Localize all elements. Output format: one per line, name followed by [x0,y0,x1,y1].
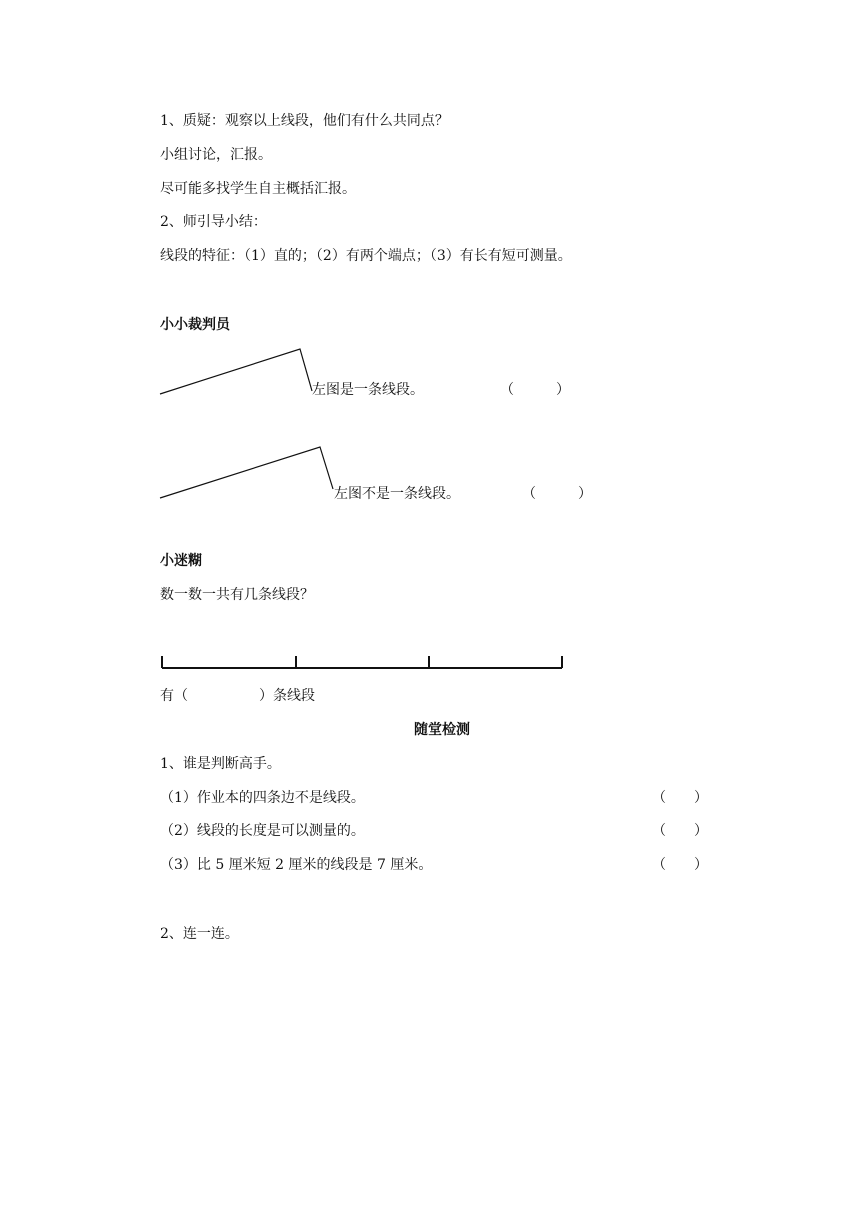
puzzle-answer-prefix: 有（ [160,688,188,704]
puzzle-answer-blank[interactable] [187,687,257,705]
check-question-2: 2、连一连。 [160,926,239,942]
judge-figure-2 [160,447,333,498]
puzzle-heading: 小迷糊 [160,553,202,569]
segment-features: 线段的特征：（1）直的；（2）有两个端点；（3）有长有短可测量。 [160,248,572,264]
segment-ruler-figure [162,656,562,668]
judge-figure-1 [160,349,312,394]
puzzle-answer-suffix: ）条线段 [259,688,315,704]
intro-discuss: 小组讨论，汇报。 [160,147,272,163]
judge-item-2-answer-parens[interactable]: （ ） [522,486,592,502]
check-item-2-answer-parens[interactable]: （ ） [652,823,708,839]
check-item-1-answer-parens[interactable]: （ ） [652,790,708,806]
judge-item-2-text: 左图不是一条线段。 [334,486,460,502]
check-item-3-answer-parens[interactable]: （ ） [652,857,708,873]
puzzle-question: 数一数一共有几条线段？ [160,587,314,603]
judge-item-1-answer-parens[interactable]: （ ） [500,382,570,398]
check-item-2-text: （2）线段的长度是可以测量的。 [160,823,365,839]
intro-summarize: 尽可能多找学生自主概括汇报。 [160,181,356,197]
check-question-1: 1、谁是判断高手。 [160,756,281,772]
check-title: 随堂检测 [414,722,470,738]
intro-question-2: 2、师引导小结： [160,214,267,230]
check-item-1-text: （1）作业本的四条边不是线段。 [160,790,365,806]
judge-item-1-text: 左图是一条线段。 [312,382,424,398]
intro-question-1: 1、质疑：观察以上线段，他们有什么共同点？ [160,113,449,129]
judge-heading: 小小裁判员 [160,317,230,333]
check-item-3-text: （3）比 5 厘米短 2 厘米的线段是 7 厘米。 [160,857,433,873]
